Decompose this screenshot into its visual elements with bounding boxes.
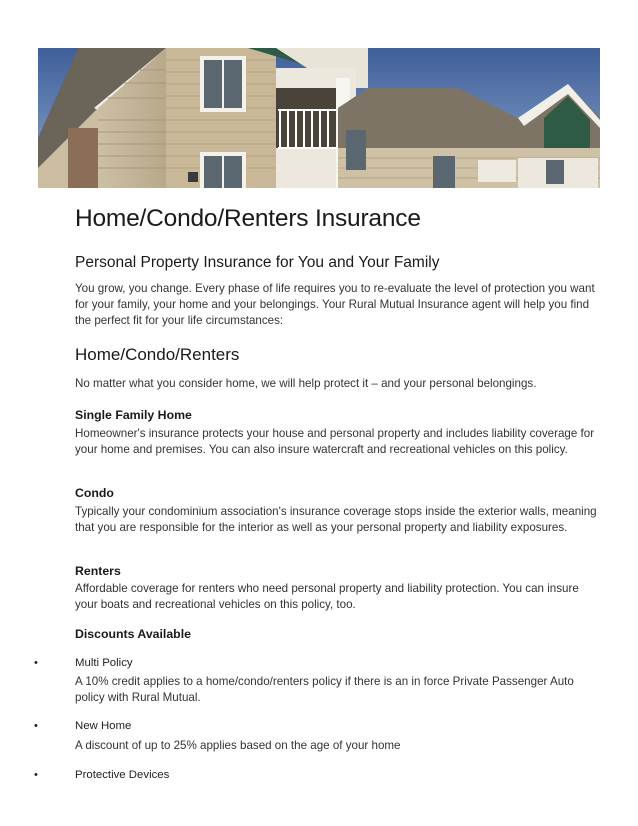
page-subtitle: Personal Property Insurance for You and Your Family: [75, 254, 440, 271]
intro-paragraph: You grow, you change. Every phase of life requires you to re-evaluate the level of protection you want for your family, your home and your belongings. Your Rural Mutual Insurance agent will help you find the perfect fit for your life circumstances:: [75, 282, 595, 327]
bullet-icon: •: [34, 769, 38, 781]
section-title: Home/Condo/Renters: [75, 345, 240, 364]
discounts-heading: Discounts Available: [75, 627, 191, 641]
renters-heading: Renters: [75, 564, 121, 578]
discount-multi-policy-body: A 10% credit applies to a home/condo/renters policy if there is an in force Private Passenger Auto policy with Rural Mutual.: [75, 675, 574, 704]
discount-multi-policy-label: Multi Policy: [75, 657, 133, 669]
apartment-building-illustration: [38, 48, 600, 188]
section-lead: No matter what you consider home, we will help protect it – and your personal belongings.: [75, 377, 537, 390]
discount-new-home-label: New Home: [75, 720, 132, 732]
bullet-icon: •: [34, 720, 38, 732]
page-title: Home/Condo/Renters Insurance: [75, 205, 421, 232]
discount-protective-devices-label: Protective Devices: [75, 769, 170, 781]
single-family-body: Homeowner's insurance protects your house and personal property and includes liability coverage for your home and premises. You can also insure watercraft and recreational vehicles on this policy.: [75, 427, 595, 456]
renters-body: Affordable coverage for renters who need personal property and liability protection. You can insure your boats and recreational vehicles on this policy, too.: [75, 582, 579, 611]
bullet-icon: •: [34, 657, 38, 669]
condo-body: Typically your condominium association's insurance coverage stops inside the exterior walls, meaning that you are responsible for the interior as well as your personal property and liability exposures.: [75, 505, 597, 534]
single-family-heading: Single Family Home: [75, 408, 192, 422]
condo-heading: Condo: [75, 486, 114, 500]
hero-image: [38, 48, 600, 188]
discount-new-home-body: A discount of up to 25% applies based on the age of your home: [75, 739, 401, 752]
